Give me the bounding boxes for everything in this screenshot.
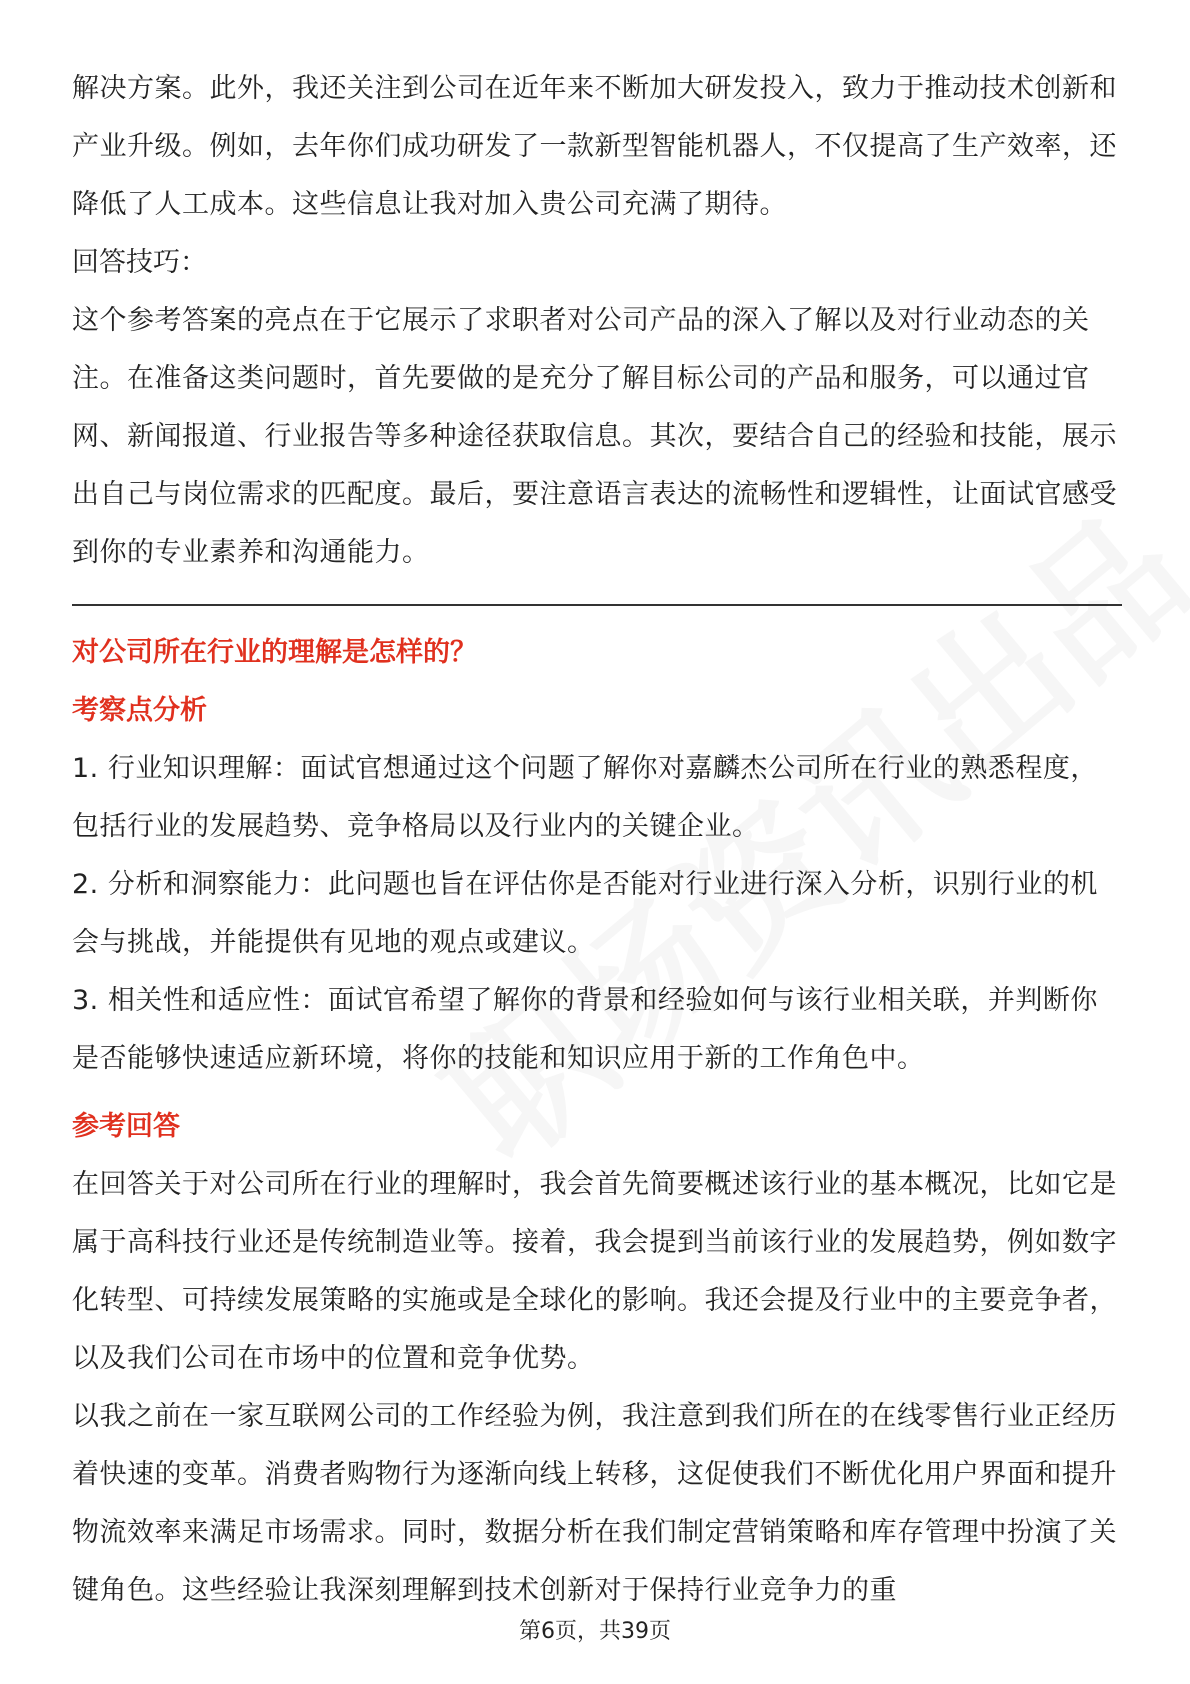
answer-paragraph-2: 以我之前在一家互联网公司的工作经验为例，我注意到我们所在的在线零售行业正经历着快速的变革。消费者购物行为逐渐向线上转移，这促使我们不断优化用户界面和提升物流效率来满足市场需求。同时，数据分析在我们制定营销策略和库存管理中扮演了关键角色。这些经验让我深刻理解到技术创新对于保持行业竞争力的重	[72, 1401, 1117, 1606]
answer-heading: 参考回答	[72, 1111, 180, 1142]
answer-paragraph-1: 在回答关于对公司所在行业的理解时，我会首先简要概述该行业的基本概况，比如它是属于高科技行业还是传统制造业等。接着，我会提到当前该行业的发展趋势，例如数字化转型、可持续发展策略的实施或是全球化的影响。我还会提及行业中的主要竞争者，以及我们公司在市场中的位置和竞争优势。	[72, 1169, 1117, 1374]
tips-label: 回答技巧：	[72, 247, 207, 278]
tips-paragraph: 这个参考答案的亮点在于它展示了求职者对公司产品的深入了解以及对行业动态的关注。在准备这类问题时，首先要做的是充分了解目标公司的产品和服务，可以通过官网、新闻报道、行业报告等多种途径获取信息。其次，要结合自己的经验和技能，展示出自己与岗位需求的匹配度。最后，要注意语言表达的流畅性和逻辑性，让面试官感受到你的专业素养和沟通能力。	[72, 305, 1117, 568]
analysis-item-1: 1. 行业知识理解：面试官想通过这个问题了解你对嘉麟杰公司所在行业的熟悉程度，包括行业的发展趋势、竞争格局以及行业内的关键企业。	[72, 753, 1098, 842]
document-page	[72, 60, 1122, 1620]
paragraph-intro-continuation: 解决方案。此外，我还关注到公司在近年来不断加大研发投入，致力于推动技术创新和产业升级。例如，去年你们成功研发了一款新型智能机器人，不仅提高了生产效率，还降低了人工成本。这些信息让我对加入贵公司充满了期待。	[72, 73, 1117, 220]
analysis-item-2: 2. 分析和洞察能力：此问题也旨在评估你是否能对行业进行深入分析，识别行业的机会与挑战，并能提供有见地的观点或建议。	[72, 869, 1098, 958]
analysis-heading: 考察点分析	[72, 695, 207, 726]
page-footer: 第6页，共39页	[519, 1619, 671, 1644]
question-heading: 对公司所在行业的理解是怎样的？	[72, 637, 477, 668]
section-divider	[72, 604, 1122, 606]
analysis-item-3: 3. 相关性和适应性：面试官希望了解你的背景和经验如何与该行业相关联，并判断你是否能够快速适应新环境，将你的技能和知识应用于新的工作角色中。	[72, 985, 1098, 1074]
